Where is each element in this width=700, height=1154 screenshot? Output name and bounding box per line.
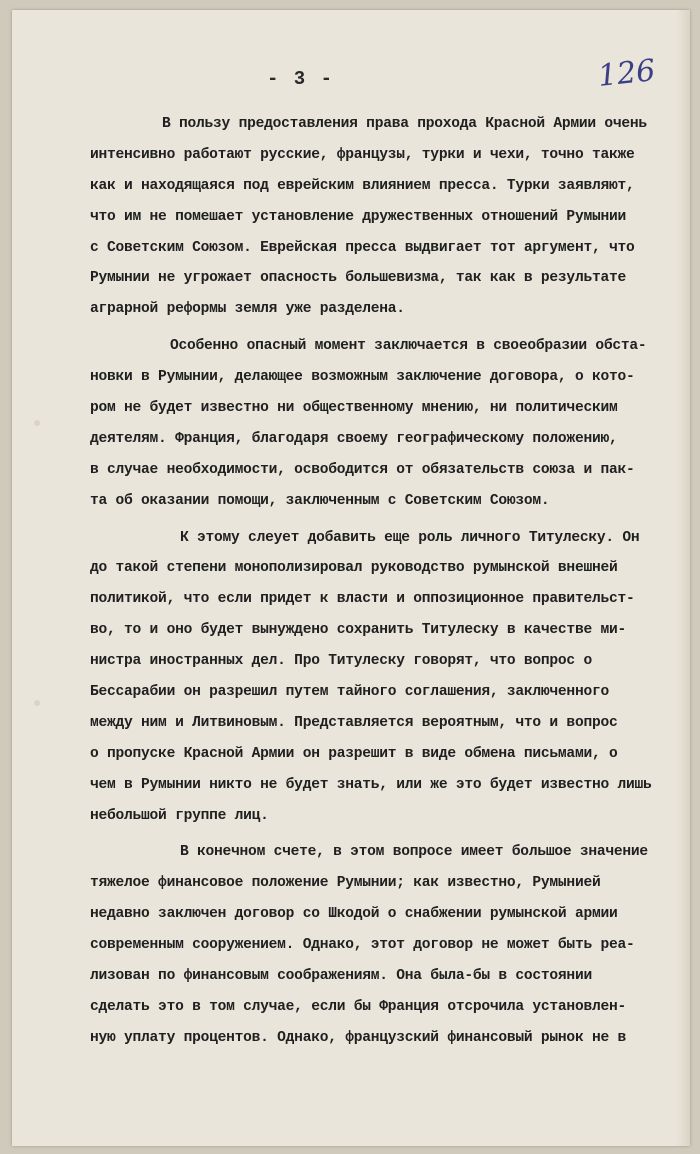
page-number: - 3 -: [267, 68, 335, 90]
text-line: интенсивно работают русские, французы, турки и чехи, точно также: [90, 146, 635, 163]
text-line: Румынии не угрожает опасность большевизма, так как в результате: [90, 270, 626, 287]
text-line: деятелям. Франция, благодаря своему географическому положению,: [90, 430, 618, 447]
text-line: нистра иностранных дел. Про Титулеску говорят, что вопрос о: [90, 653, 592, 670]
text-line: В конечном счете, в этом вопросе имеет большое значение: [180, 844, 648, 861]
text-line: аграрной реформы земля уже разделена.: [90, 301, 405, 318]
text-line: современным сооружением. Однако, этот договор не может быть реа-: [90, 937, 635, 954]
text-line: чем в Румынии никто не будет знать, или же это будет известно лишь: [90, 776, 652, 793]
text-line: В пользу предоставления права прохода Красной Армии очень: [162, 116, 647, 132]
text-line: о пропуске Красной Армии он разрешит в виде обмена письмами, о: [90, 745, 618, 762]
text-line: политикой, что если придет к власти и оппозиционное правительст-: [90, 591, 635, 608]
text-line: новки в Румынии, делающее возможным заключение договора, о кото-: [90, 369, 635, 386]
text-line: во, то и оно будет вынуждено сохранить Титулеску в качестве ми-: [90, 622, 626, 639]
text-line: до такой степени монополизировал руководство румынской внешней: [90, 560, 618, 577]
text-line: сделать это в том случае, если бы Франция отсрочила установлен-: [90, 998, 626, 1015]
text-line: ром не будет известно ни общественному мнению, ни политическим: [90, 400, 618, 417]
binding-hole: [34, 700, 40, 706]
text-line: как и находящаяся под еврейским влиянием пресса. Турки заявляют,: [90, 177, 635, 194]
document-body: [90, 109, 700, 1054]
text-line: небольшой группе лиц.: [90, 807, 269, 824]
text-line: лизован по финансовым соображениям. Она была-бы в состоянии: [90, 968, 592, 985]
text-line: ную уплату процентов. Однако, французский финансовый рынок не в: [90, 1029, 626, 1046]
text-line: что им не помешает установление дружественных отношений Румынии: [90, 208, 626, 225]
archive-folio-number: 126: [596, 53, 657, 94]
text-line: Бессарабии он разрешил путем тайного соглашения, заключенного: [90, 684, 609, 701]
text-line: недавно заключен договор со Шкодой о снабжении румынской армии: [90, 906, 618, 923]
text-line: Особенно опасный момент заключается в своеобразии обста-: [170, 338, 647, 355]
binding-hole: [34, 420, 40, 426]
text-line: К этому слеует добавить еще роль личного Титулеску. Он: [180, 529, 640, 546]
text-line: в случае необходимости, освободится от обязательств союза и пак-: [90, 461, 635, 478]
text-line: та об оказании помощи, заключенным с Советским Союзом.: [90, 492, 550, 509]
text-line: с Советским Союзом. Еврейская пресса выдвигает тот аргумент, что: [90, 239, 635, 256]
document-page: [12, 10, 690, 1146]
text-line: между ним и Литвиновым. Представляется вероятным, что и вопрос: [90, 714, 618, 731]
text-line: тяжелое финансовое положение Румынии; как известно, Румынией: [90, 875, 601, 892]
